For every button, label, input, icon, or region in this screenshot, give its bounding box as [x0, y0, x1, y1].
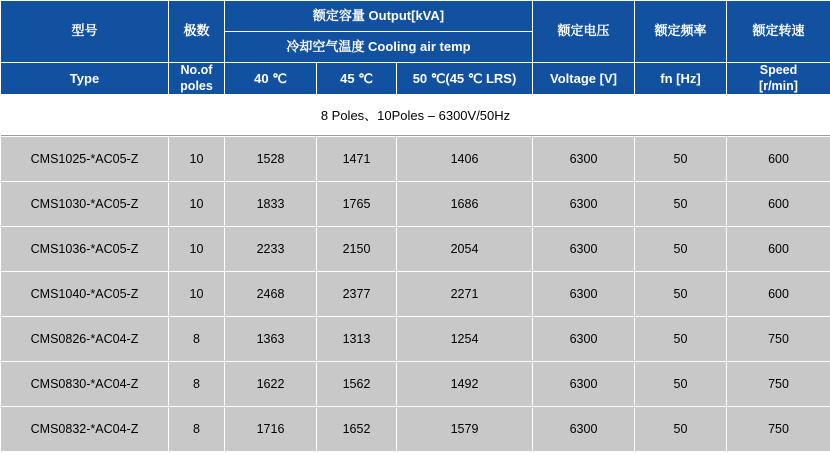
cell-model: CMS0830-*AC04-Z	[1, 362, 169, 407]
cell-frequency: 50	[635, 272, 727, 317]
cell-speed: 600	[727, 182, 830, 227]
header-speed-cn: 额定转速	[727, 1, 830, 63]
cell-voltage: 6300	[533, 407, 635, 452]
cell-kva-45: 2150	[317, 227, 397, 272]
header-cooling-air-temp: 冷却空气温度 Cooling air temp	[225, 32, 533, 63]
table-header	[1, 1, 830, 95]
header-voltage-cn: 额定电压	[533, 1, 635, 63]
table-body	[1, 137, 830, 452]
header-poles-en-line2: poles	[180, 78, 213, 93]
cell-kva-45: 1313	[317, 317, 397, 362]
header-row-1	[1, 1, 830, 32]
cell-voltage: 6300	[533, 362, 635, 407]
table-row	[1, 317, 830, 362]
header-temp-50: 50 ℃(45 ℃ LRS)	[397, 63, 533, 95]
cell-kva-40: 2468	[225, 272, 317, 317]
cell-kva-40: 1833	[225, 182, 317, 227]
cell-speed: 600	[727, 272, 830, 317]
header-model-en: Type	[1, 63, 169, 95]
header-poles-en	[169, 63, 225, 95]
cell-model: CMS0832-*AC04-Z	[1, 407, 169, 452]
cell-kva-45: 1471	[317, 137, 397, 182]
cell-frequency: 50	[635, 407, 727, 452]
cell-model: CMS1030-*AC05-Z	[1, 182, 169, 227]
cell-poles: 10	[169, 137, 225, 182]
header-poles-cn: 极数	[169, 1, 225, 63]
table-row	[1, 362, 830, 407]
note-text: 8 Poles、10Poles – 6300V/50Hz	[1, 95, 830, 134]
cell-model: CMS1040-*AC05-Z	[1, 272, 169, 317]
header-frequency-en: fn [Hz]	[635, 63, 727, 95]
cell-frequency: 50	[635, 227, 727, 272]
header-speed-en	[727, 63, 830, 95]
header-model-cn: 型号	[1, 1, 169, 63]
cell-kva-50: 2054	[397, 227, 533, 272]
cell-kva-40: 1363	[225, 317, 317, 362]
cell-poles: 8	[169, 407, 225, 452]
cell-kva-50: 1406	[397, 137, 533, 182]
note-row	[1, 95, 830, 134]
header-temp-45: 45 ℃	[317, 63, 397, 95]
cell-kva-45: 1765	[317, 182, 397, 227]
cell-poles: 8	[169, 317, 225, 362]
cell-frequency: 50	[635, 182, 727, 227]
separator-line	[1, 135, 830, 136]
table-note-section	[1, 95, 830, 137]
cell-kva-50: 1492	[397, 362, 533, 407]
cell-speed: 750	[727, 362, 830, 407]
cell-voltage: 6300	[533, 137, 635, 182]
cell-kva-50: 1686	[397, 182, 533, 227]
cell-kva-50: 2271	[397, 272, 533, 317]
table-row	[1, 407, 830, 452]
cell-kva-40: 1528	[225, 137, 317, 182]
cell-kva-40: 1622	[225, 362, 317, 407]
cell-kva-40: 2233	[225, 227, 317, 272]
cell-kva-45: 1562	[317, 362, 397, 407]
table-row	[1, 137, 830, 182]
cell-kva-50: 1254	[397, 317, 533, 362]
table-row	[1, 182, 830, 227]
cell-kva-45: 2377	[317, 272, 397, 317]
cell-frequency: 50	[635, 137, 727, 182]
header-row-3	[1, 63, 830, 95]
cell-model: CMS1025-*AC05-Z	[1, 137, 169, 182]
header-frequency-cn: 额定频率	[635, 1, 727, 63]
header-speed-en-line2: [r/min]	[759, 78, 798, 93]
header-capacity: 额定容量 Output[kVA]	[225, 1, 533, 32]
header-voltage-en: Voltage [V]	[533, 63, 635, 95]
table-row	[1, 227, 830, 272]
cell-poles: 10	[169, 227, 225, 272]
cell-poles: 10	[169, 182, 225, 227]
cell-voltage: 6300	[533, 272, 635, 317]
cell-voltage: 6300	[533, 317, 635, 362]
cell-speed: 600	[727, 227, 830, 272]
cell-frequency: 50	[635, 317, 727, 362]
cell-kva-45: 1652	[317, 407, 397, 452]
cell-speed: 750	[727, 407, 830, 452]
cell-speed: 600	[727, 137, 830, 182]
table-row	[1, 272, 830, 317]
header-speed-en-line1: Speed	[759, 63, 798, 77]
cell-poles: 10	[169, 272, 225, 317]
cell-kva-50: 1579	[397, 407, 533, 452]
cell-model: CMS1036-*AC05-Z	[1, 227, 169, 272]
cell-voltage: 6300	[533, 227, 635, 272]
header-poles-en-line1: No.of	[180, 63, 213, 77]
cell-model: CMS0826-*AC04-Z	[1, 317, 169, 362]
cell-speed: 750	[727, 317, 830, 362]
cell-frequency: 50	[635, 362, 727, 407]
cell-poles: 8	[169, 362, 225, 407]
header-temp-40: 40 ℃	[225, 63, 317, 95]
cell-voltage: 6300	[533, 182, 635, 227]
cell-kva-40: 1716	[225, 407, 317, 452]
